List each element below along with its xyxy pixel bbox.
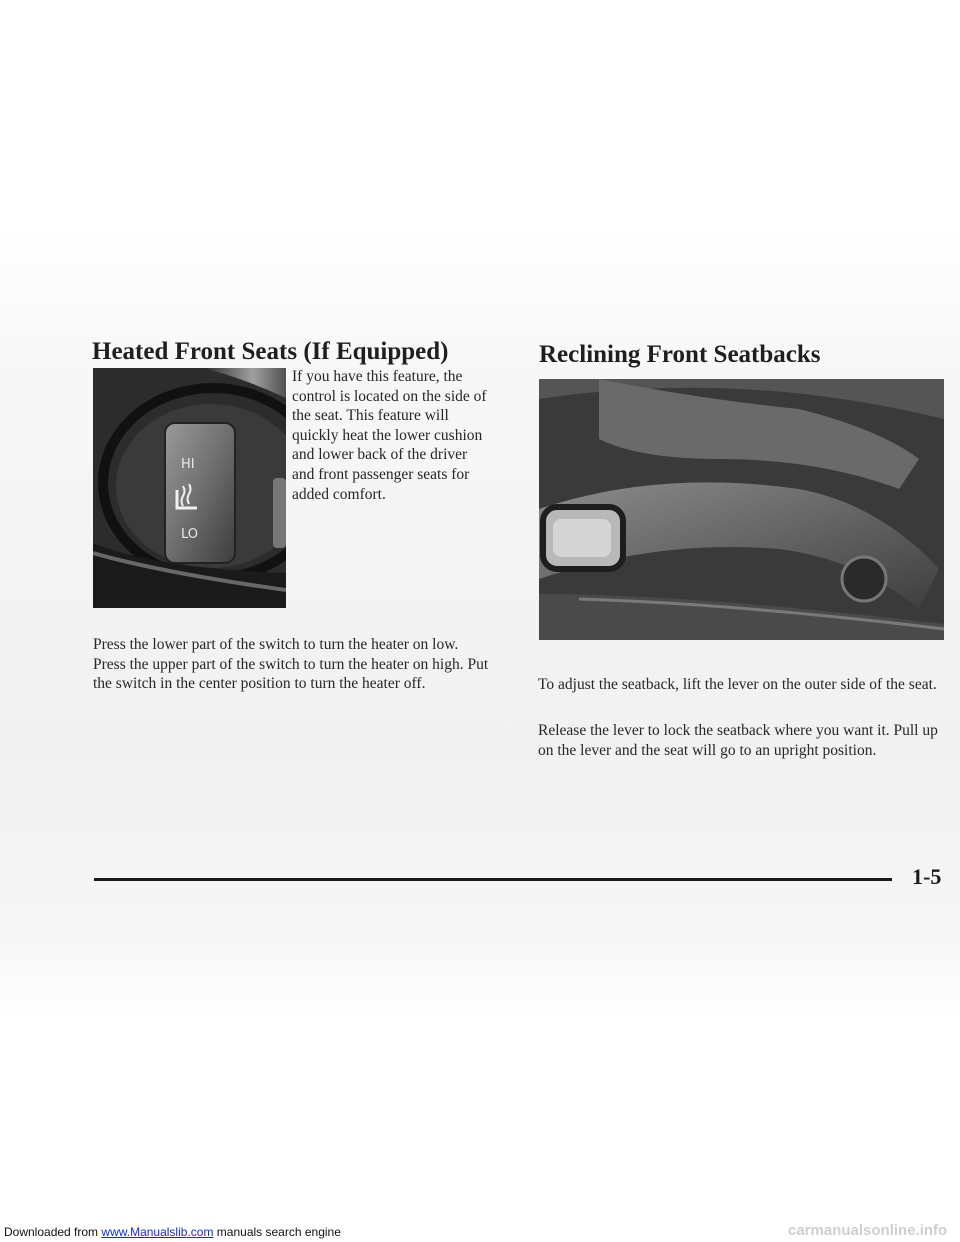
watermark-text: carmanualsonline.info: [788, 1222, 948, 1239]
heated-seats-side-text: If you have this feature, the control is located on the side of the seat. This feature will quickly heat the lower cushion and lower back of the driver and front passenger seats for added comfort.: [292, 368, 487, 503]
reclining-body-text-1: To adjust the seatback, lift the lever on the outer side of the seat.: [538, 676, 937, 693]
footer-suffix: manuals search engine: [216, 1225, 341, 1239]
switch-hi-label: HI: [181, 457, 195, 472]
heated-seat-switch-photo: [93, 368, 286, 608]
heated-seats-heading: Heated Front Seats (If Equipped): [92, 338, 449, 365]
reclining-body-text-2: Release the lever to lock the seatback where you want it. Pull up on the lever and the seat will go to an upright position.: [538, 722, 938, 759]
reclining-seatbacks-heading: Reclining Front Seatbacks: [539, 341, 821, 368]
download-footer: [4, 1225, 341, 1239]
switch-lo-label: LO: [181, 527, 199, 542]
footer-rule: [94, 878, 892, 881]
manualslib-link[interactable]: www.Manualslib.com: [101, 1225, 214, 1239]
page-number: 1-5: [912, 864, 942, 889]
heated-seats-body-text: Press the lower part of the switch to turn the heater on low. Press the upper part of the switch to turn the heater on high. Put the switch in the center position to turn the heater off.: [93, 636, 489, 693]
reclining-lever-photo: [539, 379, 944, 640]
footer-prefix: Downloaded from: [4, 1225, 99, 1239]
